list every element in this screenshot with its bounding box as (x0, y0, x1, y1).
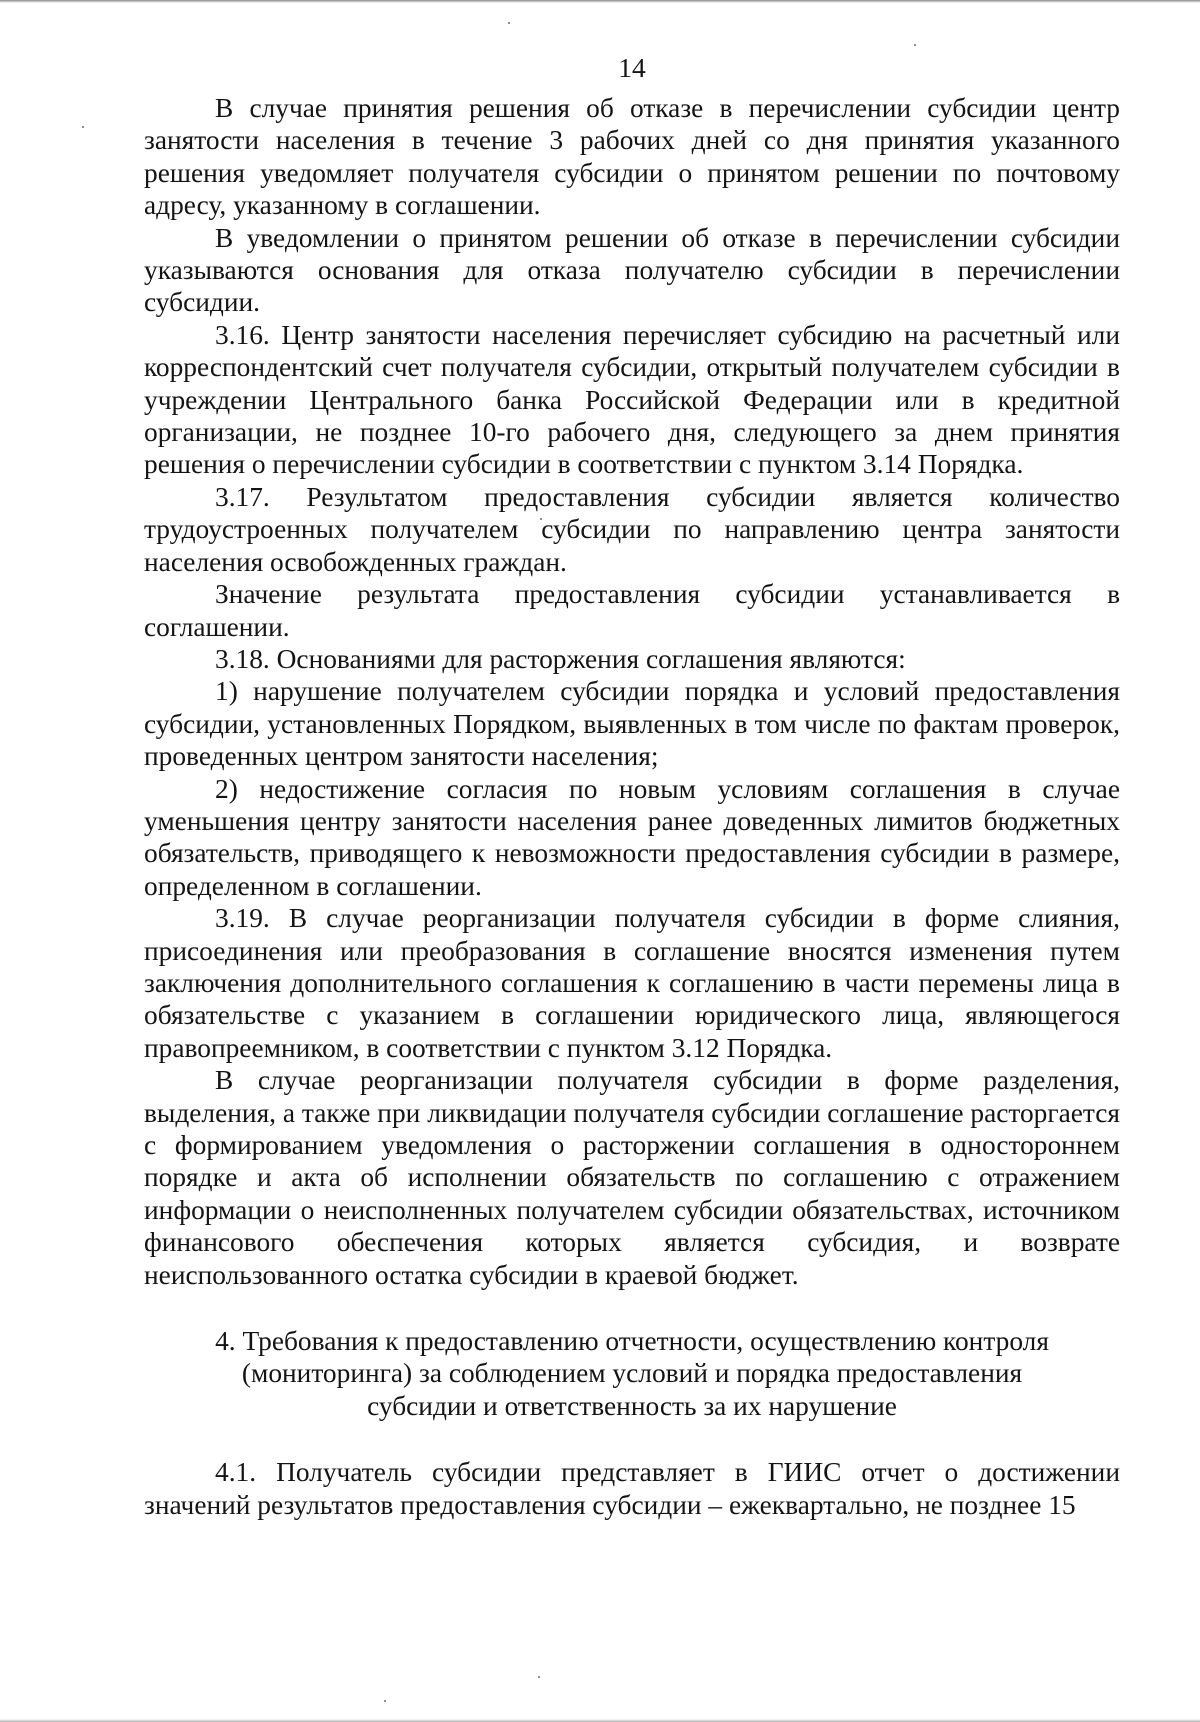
scan-speck (914, 44, 916, 46)
scan-top-edge (0, 0, 1200, 3)
section-heading: 4. Требования к предоставлению отчетности, осуществлению контроля (мониторинга) за соблюдением условий и порядка предоставления субсидии и ответственность за их нарушение (215, 1326, 1049, 1421)
paragraph: 4.1. Получатель субсидии представляет в ГИИС отчет о достижении значений результатов предоставления субсидии – ежеквартально, не позднее 15 (144, 1457, 1120, 1520)
paragraph: 3.18. Основаниями для расторжения соглашения являются: (215, 643, 906, 674)
paragraph: В уведомлении о принятом решении об отказе в перечислении субсидии указываются основания для отказа получателю субсидии в перечислении субсидии. (144, 222, 1120, 318)
paragraph: 3.17. Результатом предоставления субсидии является количество трудоустроенных получателем субсидии по направлению центра занятости населения освобожденных граждан. (144, 481, 1120, 577)
scan-speck (384, 1700, 386, 1702)
paragraph: В случае принятия решения об отказе в перечислении субсидии центр занятости населения в течение 3 рабочих дней со дня принятия указанного решения уведомляет получателя субсидии о принятом решении по почтовому адресу, указанному в соглашении. (144, 93, 1120, 221)
list-item-paragraph: 1) нарушение получателем субсидии порядка и условий предоставления субсидии, установленных Порядком, выявленных в том числе по фактам проверок, проведенных центром занятости населения; (144, 676, 1120, 772)
list-item-paragraph: 2) недостижение согласия по новым условиям соглашения в случае уменьшения центру занятости населения ранее доведенных лимитов бюджетных обязательств, приводящего к невозможности предоставления субсидии в размере, определенном в соглашении. (144, 773, 1120, 901)
paragraph: В случае реорганизации получателя субсидии в форме разделения, выделения, а также при ликвидации получателя субсидии соглашение расторгается с формированием уведомления о расторжении соглашения в одностороннем порядке и акта об исполнении обязательств по соглашению с отражением информации о неисполненных получателем субсидии обязательствах, источником финансового обеспечения которых является субсидия, и возврате неиспользованного остатка субсидии в краевой бюджет. (144, 1065, 1120, 1290)
scan-speck (508, 22, 510, 24)
page-number: 14 (618, 53, 646, 83)
document-body (144, 52, 1120, 1521)
paragraph: 3.16. Центр занятости населения перечисляет субсидию на расчетный или корреспондентский счет получателя субсидии, открытый получателем субсидии в учреждении Центрального банка Российской Федерации или в кредитной организации, не позднее 10-го рабочего дня, следующего за днем принятия решения о перечислении субсидии в соответствии с пунктом 3.14 Порядка. (144, 319, 1120, 480)
paragraph: 3.19. В случае реорганизации получателя субсидии в форме слияния, присоединения или преобразования в соглашение вносятся изменения путем заключения дополнительного соглашения к соглашению в части перемены лица в обязательстве с указанием в соглашении юридического лица, являющегося правопреемником, в соответствии с пунктом 3.12 Порядка. (144, 903, 1120, 1063)
scan-speck (538, 1676, 540, 1678)
scan-speck (82, 126, 84, 128)
paragraph: Значение результата предоставления субсидии устанавливается в соглашении. (144, 579, 1120, 642)
